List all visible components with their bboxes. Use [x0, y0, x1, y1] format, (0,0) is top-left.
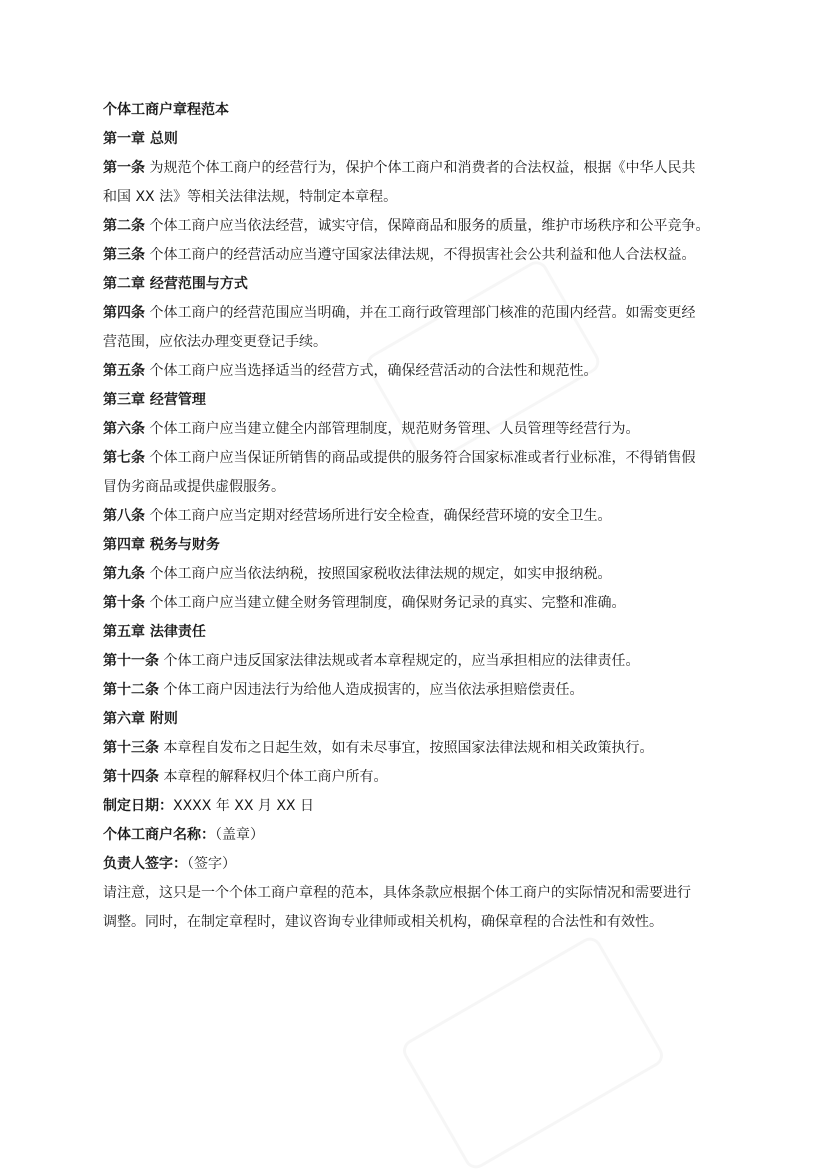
article-13: [103, 734, 743, 763]
sign-label: 负责人签字：: [103, 856, 187, 872]
document-title: 个体工商户章程范本: [103, 102, 229, 118]
chapter-5-heading: 第五章 法律责任: [103, 624, 206, 640]
article-10: [103, 589, 743, 618]
chapter-1-heading: 第一章 总则: [103, 131, 178, 147]
article-label: 第七条: [103, 450, 145, 466]
article-label: 第二条: [103, 218, 145, 234]
article-9: [103, 560, 743, 589]
article-text: 个体工商户应当依法经营，诚实守信，保障商品和服务的质量，维护市场秩序和公平竞争。: [145, 218, 710, 234]
article-text: 个体工商户的经营范围应当明确，并在工商行政管理部门核准的范围内经营。如需变更经: [145, 305, 696, 321]
article-14: [103, 763, 743, 792]
note-line-2: 调整。同时，在制定章程时，建议咨询专业律师或相关机构，确保章程的合法性和有效性。: [103, 914, 663, 930]
article-text: 个体工商户应当定期对经营场所进行安全检查，确保经营环境的安全卫生。: [145, 508, 612, 524]
chapter-2-heading: 第二章 经营范围与方式: [103, 276, 248, 292]
chapter-6-heading: 第六章 附则: [103, 711, 178, 727]
article-12: [103, 676, 743, 705]
note-line-1: 请注意，这只是一个个体工商户章程的范本，具体条款应根据个体工商户的实际情况和需要进行: [103, 885, 691, 901]
article-2: [103, 212, 743, 241]
name-value: （盖章）: [215, 827, 264, 843]
article-label: 第九条: [103, 566, 145, 582]
article-text: 本章程的解释权归个体工商户所有。: [159, 769, 388, 785]
article-5: [103, 357, 743, 386]
chapter-4-heading: 第四章 税务与财务: [103, 537, 220, 553]
article-7-continued: 冒伪劣商品或提供虚假服务。: [103, 479, 285, 495]
chapter-3-heading: 第三章 经营管理: [103, 392, 206, 408]
article-text: 个体工商户应当选择适当的经营方式，确保经营活动的合法性和规范性。: [145, 363, 598, 379]
article-4-continued: 营范围，应依法办理变更登记手续。: [103, 334, 327, 350]
article-4: [103, 299, 743, 328]
article-text: 为规范个体工商户的经营行为，保护个体工商户和消费者的合法权益，根据《中华人民共: [145, 160, 696, 176]
article-text: 个体工商户应当建立健全财务管理制度，确保财务记录的真实、完整和准确。: [145, 595, 626, 611]
article-7: [103, 444, 743, 473]
article-8: [103, 502, 743, 531]
article-11: [103, 647, 743, 676]
date-value: XXXX 年 XX 月 XX 日: [173, 798, 314, 814]
article-6: [103, 415, 743, 444]
article-text: 本章程自发布之日起生效，如有未尽事宜，按照国家法律法规和相关政策执行。: [159, 740, 654, 756]
article-label: 第五条: [103, 363, 145, 379]
article-1: [103, 154, 743, 183]
document-page: [103, 96, 743, 937]
article-3: [103, 241, 743, 270]
article-label: 第十条: [103, 595, 145, 611]
article-label: 第一条: [103, 160, 145, 176]
article-text: 个体工商户应当建立健全内部管理制度，规范财务管理、人员管理等经营行为。: [145, 421, 640, 437]
article-text: 个体工商户的经营活动应当遵守国家法律法规，不得损害社会公共利益和他人合法权益。: [145, 247, 696, 263]
article-label: 第三条: [103, 247, 145, 263]
business-name: [103, 821, 743, 850]
enactment-date: [103, 792, 743, 821]
article-label: 第十三条: [103, 740, 159, 756]
date-label: 制定日期：: [103, 798, 173, 814]
article-text: 个体工商户违反国家法律法规或者本章程规定的，应当承担相应的法律责任。: [159, 653, 640, 669]
article-label: 第六条: [103, 421, 145, 437]
article-1-continued: 和国 XX 法》等相关法律法规，特制定本章程。: [103, 189, 398, 205]
sign-value: （签字）: [187, 856, 236, 872]
article-text: 个体工商户应当保证所销售的商品或提供的服务符合国家标准或者行业标准，不得销售假: [145, 450, 696, 466]
article-label: 第四条: [103, 305, 145, 321]
name-label: 个体工商户名称：: [103, 827, 215, 843]
article-label: 第十四条: [103, 769, 159, 785]
article-label: 第八条: [103, 508, 145, 524]
article-label: 第十一条: [103, 653, 159, 669]
responsible-signature: [103, 850, 743, 879]
article-label: 第十二条: [103, 682, 159, 698]
article-text: 个体工商户因违法行为给他人造成损害的，应当依法承担赔偿责任。: [159, 682, 584, 698]
article-text: 个体工商户应当依法纳税，按照国家税收法律法规的规定，如实申报纳税。: [145, 566, 612, 582]
watermark-bottom: [399, 933, 668, 1172]
